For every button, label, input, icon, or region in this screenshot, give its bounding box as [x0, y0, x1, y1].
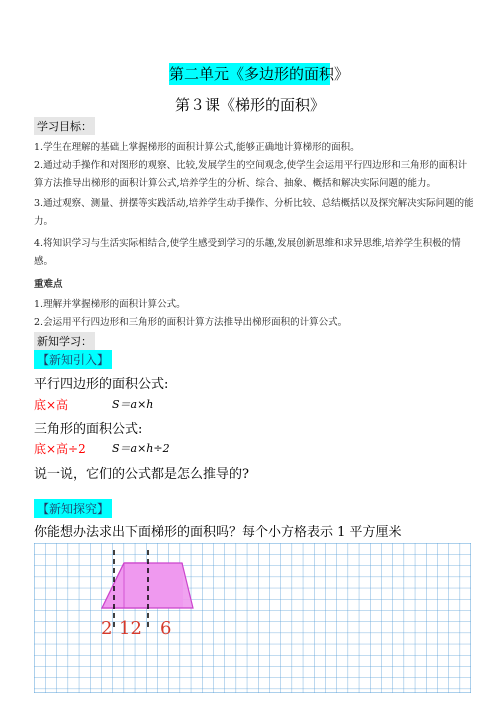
triangle-area-label: 三角形的面积公式: [34, 422, 143, 437]
figure-number-6: 6 [160, 618, 172, 639]
objective-line: 算方法推导出梯形的面积计算公式,培养学生的分析、综合、抽象、概括和解决实际问题的能力。 [34, 178, 437, 189]
lesson-title: 第３课《梯形的面积》 [174, 96, 325, 114]
triangle-area-formula: S＝a×h÷2 [112, 442, 170, 455]
objective-line: 力。 [34, 216, 54, 227]
grid-background [34, 543, 471, 693]
parallelogram-area-words: 底×高 [34, 398, 69, 412]
key-point-line: 2.会运用平行四边形和三角形的面积计算方法推导出梯形面积的计算公式。 [34, 317, 348, 328]
triangle-area-words: 底×高÷2 [34, 442, 86, 456]
explore-tag: 【新知探究】 [34, 499, 112, 518]
grid-svg [34, 543, 471, 693]
figure-number-2: 2 [101, 618, 113, 639]
objective-line: 4.将知识学习与生活实际相结合,使学生感受到学习的乐趣,发展创新思维和求异思维,培养学生积极的情 [34, 238, 461, 249]
objective-line: 2.通过动手操作和对图形的观察、比较,发展学生的空间观念,使学生会运用平行四边形和三角形的面积计 [34, 160, 468, 171]
objective-line: 感。 [34, 256, 54, 267]
objectives-label: 学习目标： [34, 117, 95, 135]
parallelogram-area-formula: S＝a×h [112, 398, 154, 411]
parallelogram-area-label: 平行四边形的面积公式: [34, 377, 169, 392]
new-knowledge-label: 新知学习： [34, 332, 95, 350]
trapezoid-grid-figure [34, 543, 471, 693]
figure-number-12: 12 [119, 618, 142, 639]
explore-question: 你能想办法求出下面梯形的面积吗？每个小方格表示 1 平方厘米 [34, 525, 402, 540]
objective-line: 3.通过观察、测量、拼摆等实践活动,培养学生动手操作、分析比较、总结概括以及探究解决实际问题的能 [34, 198, 474, 209]
unit-title: 第二单元《多边形的面积》 [169, 65, 350, 83]
objective-line: 1.学生在理解的基础上掌握梯形的面积计算公式,能够正确地计算梯形的面积。 [34, 142, 360, 153]
intro-tag: 【新知引入】 [34, 350, 112, 369]
question-text: 说一说，它们的公式都是怎么推导的? [34, 467, 249, 482]
key-point-line: 1.理解并掌握梯形的面积计算公式。 [34, 299, 186, 310]
key-points-label: 重难点 [34, 279, 63, 290]
